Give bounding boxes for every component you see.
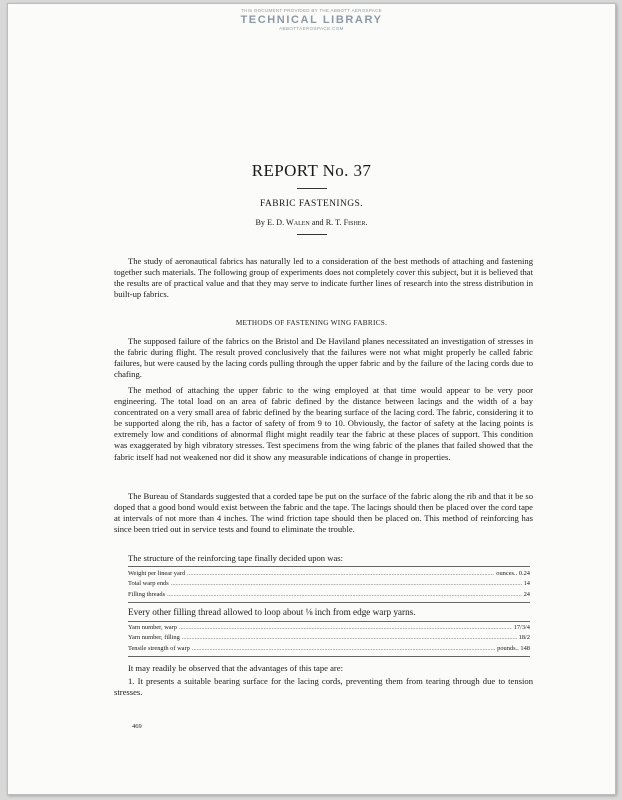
spec-table-1	[128, 569, 530, 600]
spec-row: Filling threads ..... 24	[128, 590, 530, 600]
authors-prefix: By	[255, 218, 268, 227]
spec-table-2	[128, 623, 530, 654]
paragraph-4: The structure of the reinforcing tape finally decided upon was:	[128, 553, 344, 563]
report-subtitle: FABRIC FASTENINGS.	[260, 199, 363, 209]
report-title: REPORT No. 37	[251, 161, 372, 180]
author-1: E. D. Walen	[267, 218, 310, 227]
author-2: R. T. Fisher	[325, 218, 366, 227]
header-library-name: TECHNICAL LIBRARY	[240, 14, 383, 26]
spec-row: Tensile strength of warp ..... pounds.. 148	[128, 644, 530, 654]
authors-divider	[297, 234, 327, 235]
spec-table-1-bottom-rule	[128, 602, 530, 603]
paragraph-1: The supposed failure of the fabrics on the Bristol and De Haviland planes necessitated an investigation of stresses in the fabric during flight. The result proved conclusively that the failures were not what might properly be called fabric failures, but were caused by the lacing cords pulling through the upper fabric and by the failure of the lacing cords due to chafing.	[114, 336, 533, 380]
paragraph-6: It may readily be observed that the advantages of this tape are:	[128, 663, 343, 673]
paragraph-2: The method of attaching the upper fabric to the wing employed at that time would appear to be very poor engineering. The total load on an area of fabric defined by the distance between lacings and the width of a bay concentrated on a very small area of fabric defined by the bearing surface of the lacing cord. The fabric, considering it to be supported along the rib, has a factor of safety of from 9 to 10. Obviously, the factor of safety at the lacing points is extremely low and conditions of abnormal flight might readily tear the fabric at these places of support. This condition was exaggerated by high vibratory stresses. Test specimens from the wing fabric of the planes that failed showed that the fabric itself had not weakened nor did it show any measurable indications of change in properties.	[114, 385, 533, 462]
paragraph-3: The Bureau of Standards suggested that a corded tape be put on the surface of the fabric along the rib and that it be so doped that a good bond would exist between the fabric and the tape. The lacings should then be placed over the cord tape at intervals of not more than 4 inches. The wind friction tape should then be placed on. This method of reinforcing has since been tried out in service tests and found to eliminate the trouble.	[114, 491, 533, 535]
paragraph-7: 1. It presents a suitable bearing surface for the lacing cords, preventing them from tearing through due to tension stresses.	[114, 676, 533, 698]
spec-table-2-bottom-rule	[128, 656, 530, 657]
library-header	[8, 8, 615, 32]
paragraph-5: Every other filling thread allowed to loop about ⅛ inch from edge warp yarns.	[128, 607, 416, 617]
document-page	[7, 3, 616, 795]
header-provided-by: THIS DOCUMENT PROVIDED BY THE ABBOTT AEROSPACE	[241, 8, 382, 13]
spec-row: Weight per linear yard ..... ounces.. 0.24	[128, 569, 530, 579]
spec-row: Total warp ends ..... 14	[128, 579, 530, 589]
title-divider	[297, 188, 327, 189]
page-number: 469	[132, 723, 142, 730]
spec-row: Yarn number, warp ..... 17/3/4	[128, 623, 530, 633]
spec-table-2-top-rule	[128, 621, 530, 622]
section-heading: METHODS OF FASTENING WING FABRICS.	[235, 319, 388, 327]
authors-suffix: .	[365, 218, 368, 227]
authors-conjunction: and	[309, 218, 326, 227]
header-site: ABBOTTAEROSPACE.COM	[279, 26, 344, 31]
spec-row: Yarn number, filling ..... 18/2	[128, 633, 530, 643]
spec-table-1-top-rule	[128, 566, 530, 567]
intro-paragraph: The study of aeronautical fabrics has naturally led to a consideration of the best methods of attaching and fastening together such materials. The following group of experiments does not completely cover this subject, but it is believed that the results are of practical value and that they may serve to indicate further lines of research into the stress distribution in built-up fabrics.	[114, 256, 533, 300]
report-authors	[8, 218, 615, 227]
